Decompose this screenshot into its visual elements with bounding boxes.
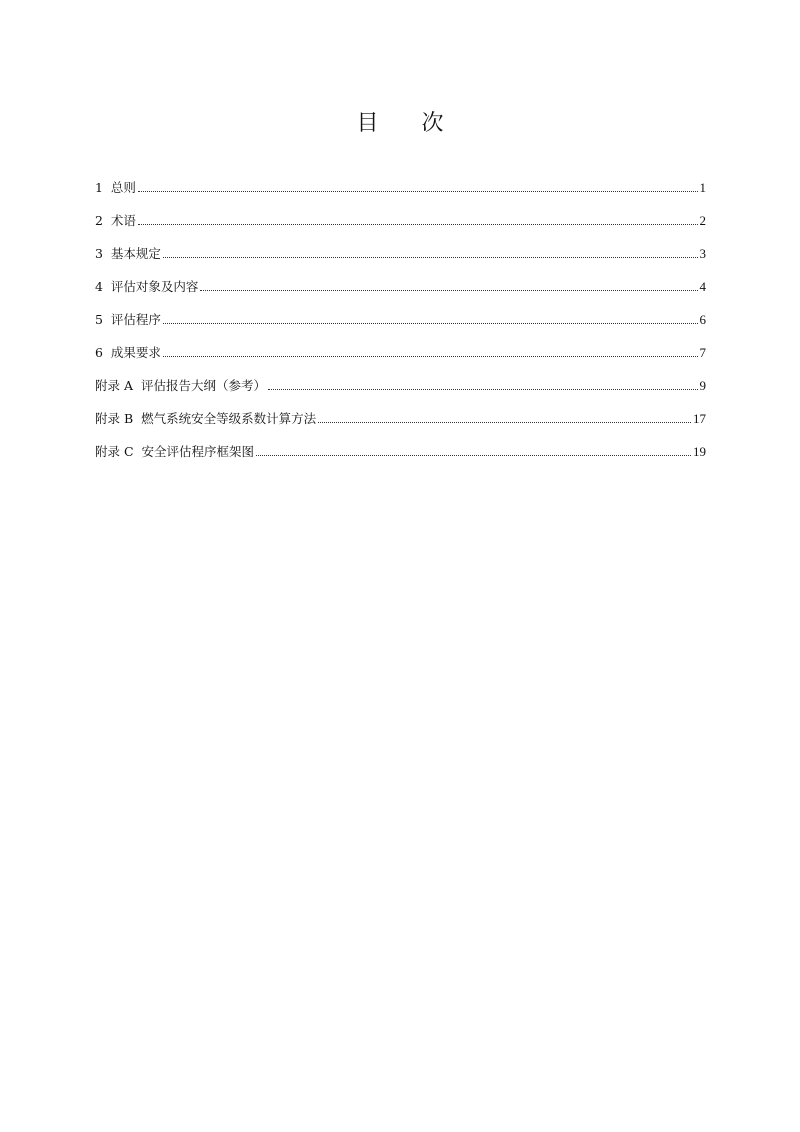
toc-entry-page: 3 xyxy=(699,246,706,261)
toc-entry[interactable] xyxy=(95,395,706,428)
toc-entry-label: 5 评估程序 xyxy=(95,312,161,327)
dot-leader xyxy=(138,190,698,192)
dot-leader xyxy=(163,355,698,357)
dot-leader xyxy=(318,421,691,423)
toc-entry-label: 2 术语 xyxy=(95,213,136,228)
toc-entry-page: 2 xyxy=(699,213,706,228)
toc-entry-page: 9 xyxy=(699,378,706,393)
toc-entry-label: 6 成果要求 xyxy=(95,345,161,360)
toc-entry-label: 附录 C 安全评估程序框架图 xyxy=(95,444,254,459)
dot-leader xyxy=(163,256,698,258)
toc-entry-label: 4 评估对象及内容 xyxy=(95,279,199,294)
page-title: 目 次 xyxy=(356,111,462,136)
toc-entry[interactable] xyxy=(95,263,706,296)
dot-leader xyxy=(268,388,698,390)
table-of-contents xyxy=(95,164,706,461)
toc-entry[interactable] xyxy=(95,428,706,461)
dot-leader xyxy=(138,223,698,225)
toc-entry-label: 3 基本规定 xyxy=(95,246,161,261)
toc-entry-page: 19 xyxy=(693,444,706,459)
toc-entry[interactable] xyxy=(95,296,706,329)
toc-entry[interactable] xyxy=(95,164,706,197)
toc-entry-page: 7 xyxy=(699,345,706,360)
dot-leader xyxy=(163,322,698,324)
toc-entry-label: 1 总则 xyxy=(95,180,136,195)
toc-entry-label: 附录 B 燃气系统安全等级系数计算方法 xyxy=(95,411,317,426)
dot-leader xyxy=(256,454,691,456)
dot-leader xyxy=(200,289,697,291)
toc-entry[interactable] xyxy=(95,329,706,362)
toc-entry-label: 附录 A 评估报告大纲（参考） xyxy=(95,378,266,393)
toc-entry-page: 4 xyxy=(699,279,706,294)
toc-entry-page: 6 xyxy=(699,312,706,327)
toc-entry[interactable] xyxy=(95,362,706,395)
toc-entry[interactable] xyxy=(95,230,706,263)
toc-entry-page: 1 xyxy=(699,180,706,195)
toc-entry-page: 17 xyxy=(693,411,706,426)
toc-entry[interactable] xyxy=(95,197,706,230)
